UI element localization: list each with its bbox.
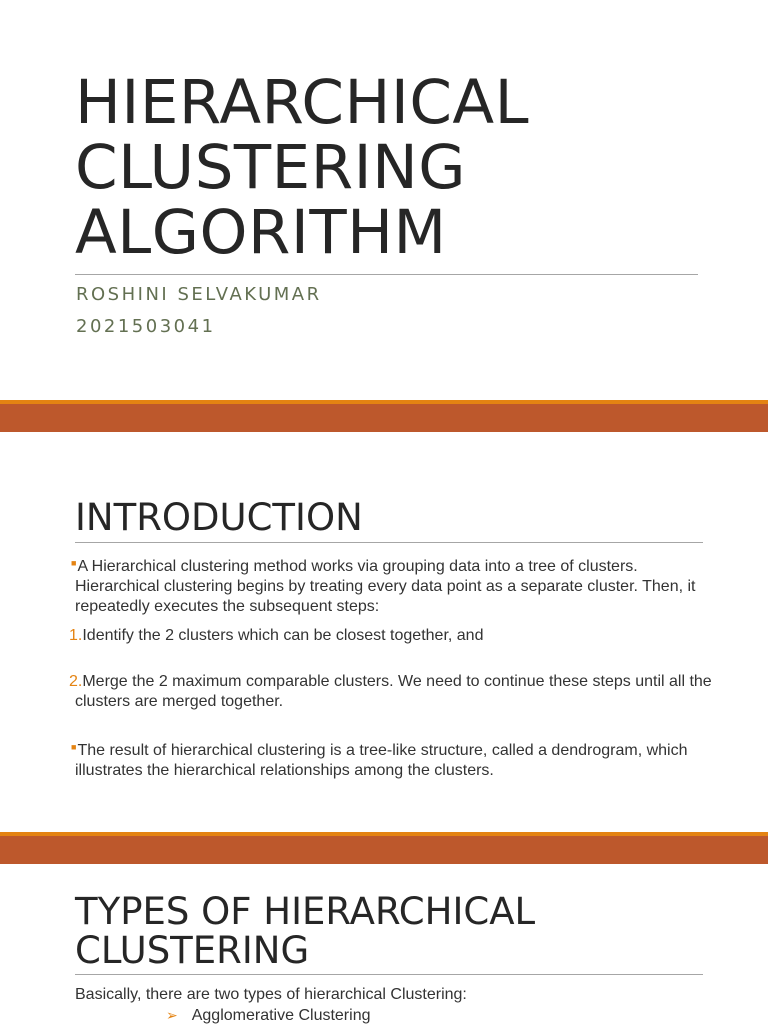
types-slide [0, 864, 768, 1024]
introduction-heading: INTRODUCTION [75, 496, 363, 539]
types-item-1: ➢ Agglomerative Clustering [166, 1007, 371, 1024]
step-number-1: 1. [69, 627, 83, 644]
intro-bullet-1: ■A Hierarchical clustering method works via grouping data into a tree of clusters. Hierarchical clustering begins by treating every data point as a separate cluster. Then, it repeatedly executes the subsequent steps: [71, 558, 696, 615]
types-intro: Basically, there are two types of hierarchical Clustering: [75, 986, 467, 1003]
types-rule [75, 974, 703, 975]
square-bullet-icon: ■ [71, 558, 77, 568]
step-item-1: 1.Identify the 2 clusters which can be closest together, and [69, 627, 484, 644]
title-line-3: ALGORITHM [75, 197, 447, 268]
step-number-2: 2. [69, 673, 83, 690]
author-name: ROSHINI SELVAKUMAR [76, 284, 322, 305]
intro-bullet-2: ■The result of hierarchical clustering is a tree-like structure, called a dendrogram, which illustrates the hierarchical relationships among the clusters. [71, 742, 688, 779]
slide-divider-2 [0, 832, 768, 864]
step-item-2: 2.Merge the 2 maximum comparable clusters. We need to continue these steps until all the clusters are merged together. [69, 673, 712, 710]
types-heading [75, 892, 535, 970]
title-rule [75, 274, 698, 275]
types-heading-line-2: CLUSTERING [75, 929, 310, 972]
introduction-rule [75, 542, 703, 543]
slide-title [75, 67, 530, 268]
arrow-bullet-icon: ➢ [166, 1007, 178, 1023]
introduction-slide [0, 432, 768, 832]
title-line-2: CLUSTERING [75, 132, 466, 203]
title-line-1: HIERARCHICAL [75, 67, 530, 138]
square-bullet-icon: ■ [71, 742, 77, 752]
title-slide [0, 0, 768, 400]
slide-divider-1 [0, 400, 768, 432]
types-heading-line-1: TYPES OF HIERARCHICAL [75, 890, 536, 933]
student-id: 2021503041 [76, 316, 216, 337]
